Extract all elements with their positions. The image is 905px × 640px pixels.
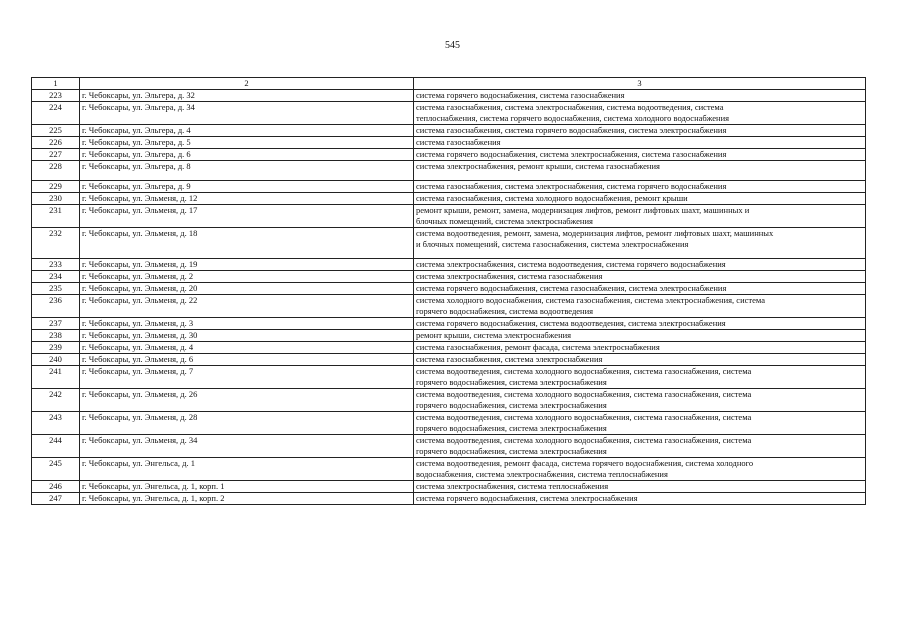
row-number: 224 [32,102,80,125]
row-works [414,90,866,102]
row-works [414,259,866,271]
table-row [32,125,866,137]
row-works-line: водоснабжения, система электроснабжения, система теплоснабжения [416,469,668,479]
row-number: 246 [32,481,80,493]
row-works-line: система горячего водоснабжения, система электроснабжения [416,493,638,503]
row-works [414,295,866,318]
table-row [32,354,866,366]
table-row [32,481,866,493]
table-row [32,137,866,149]
row-works [414,366,866,389]
row-works [414,205,866,228]
row-number: 227 [32,149,80,161]
row-address: г. Чебоксары, ул. Эльменя, д. 6 [80,354,414,366]
row-works-line: горячего водоснабжения, система водоотведения [416,306,594,316]
row-address: г. Чебоксары, ул. Эльгера, д. 8 [80,161,414,181]
row-works-line: система электроснабжения, ремонт крыши, система газоснабжения [416,161,660,171]
row-address: г. Чебоксары, ул. Эльгера, д. 6 [80,149,414,161]
row-address: г. Чебоксары, ул. Энгельса, д. 1, корп. 1 [80,481,414,493]
table-row [32,493,866,505]
row-works [414,181,866,193]
table-row [32,193,866,205]
row-works [414,137,866,149]
table-row [32,435,866,458]
table-row [32,90,866,102]
table-body [32,78,866,505]
row-number: 223 [32,90,80,102]
row-works-line: система газоснабжения, ремонт фасада, система электроснабжения [416,342,660,352]
table-row [32,458,866,481]
row-works-line: теплоснабжения, система горячего водоснабжения, система холодного водоснабжения [416,113,730,123]
table-row [32,318,866,330]
row-works-line: система газоснабжения, система холодного водоснабжения, ремонт крыши [416,193,688,203]
row-works [414,354,866,366]
row-number: 239 [32,342,80,354]
row-number: 247 [32,493,80,505]
row-works-line: горячего водоснабжения, система электроснабжения [416,446,607,456]
table-row [32,149,866,161]
table-row [32,181,866,193]
row-works-line: система водоотведения, система холодного водоснабжения, система газоснабжения, система [416,412,752,422]
row-works [414,228,866,259]
row-works-line: ремонт крыши, ремонт, замена, модернизация лифтов, ремонт лифтовых шахт, машинных и [416,205,750,215]
row-address: г. Чебоксары, ул. Эльменя, д. 19 [80,259,414,271]
row-works [414,283,866,295]
row-works-line: система водоотведения, ремонт, замена, модернизация лифтов, ремонт лифтовых шахт, машинных [416,228,774,238]
table-row [32,412,866,435]
row-number: 231 [32,205,80,228]
table-row [32,271,866,283]
row-works-line: горячего водоснабжения, система электроснабжения [416,423,607,433]
row-address: г. Чебоксары, ул. Энгельса, д. 1 [80,458,414,481]
row-works-line: система газоснабжения, система электроснабжения, система водоотведения, система [416,102,724,112]
row-works-line: система горячего водоснабжения, система газоснабжения, система электроснабжения [416,283,727,293]
row-works [414,458,866,481]
row-address: г. Чебоксары, ул. Эльменя, д. 18 [80,228,414,259]
row-works-line: горячего водоснабжения, система электроснабжения [416,377,607,387]
row-address: г. Чебоксары, ул. Эльменя, д. 34 [80,435,414,458]
row-number: 245 [32,458,80,481]
row-works [414,481,866,493]
row-works [414,389,866,412]
row-address: г. Чебоксары, ул. Эльгера, д. 32 [80,90,414,102]
row-number: 229 [32,181,80,193]
row-works [414,330,866,342]
table-row [32,342,866,354]
row-works [414,193,866,205]
row-address: г. Чебоксары, ул. Эльгера, д. 4 [80,125,414,137]
row-works-line: система электроснабжения, система водоотведения, система горячего водоснабжения [416,259,726,269]
row-number: 244 [32,435,80,458]
row-works-line: система газоснабжения, система электроснабжения, система горячего водоснабжения [416,181,727,191]
row-number: 226 [32,137,80,149]
row-address: г. Чебоксары, ул. Эльменя, д. 22 [80,295,414,318]
row-address: г. Чебоксары, ул. Эльменя, д. 20 [80,283,414,295]
row-address: г. Чебоксары, ул. Эльгера, д. 5 [80,137,414,149]
row-address: г. Чебоксары, ул. Эльменя, д. 30 [80,330,414,342]
row-works [414,271,866,283]
row-number: 243 [32,412,80,435]
row-address: г. Чебоксары, ул. Эльменя, д. 3 [80,318,414,330]
row-number: 232 [32,228,80,259]
row-works [414,412,866,435]
table-row [32,283,866,295]
row-address: г. Чебоксары, ул. Эльменя, д. 28 [80,412,414,435]
row-works-line: система холодного водоснабжения, система газоснабжения, система электроснабжения, система [416,295,765,305]
row-works [414,149,866,161]
buildings-work-table [31,77,866,505]
row-works-line: система газоснабжения [416,137,501,147]
row-number: 234 [32,271,80,283]
row-works [414,435,866,458]
table-row [32,366,866,389]
row-works [414,102,866,125]
row-works-line: система водоотведения, система холодного водоснабжения, система газоснабжения, система [416,389,752,399]
row-number: 236 [32,295,80,318]
row-works-line: система водоотведения, система холодного водоснабжения, система газоснабжения, система [416,435,752,445]
row-number: 242 [32,389,80,412]
table-row [32,389,866,412]
table-row [32,259,866,271]
row-address: г. Чебоксары, ул. Эльменя, д. 2 [80,271,414,283]
row-works-line: система газоснабжения, система горячего водоснабжения, система электроснабжения [416,125,727,135]
column-header-address: 2 [80,78,414,90]
row-number: 228 [32,161,80,181]
row-number: 238 [32,330,80,342]
row-number: 240 [32,354,80,366]
row-address: г. Чебоксары, ул. Эльменя, д. 26 [80,389,414,412]
row-address: г. Чебоксары, ул. Эльгера, д. 34 [80,102,414,125]
table-row [32,102,866,125]
row-works [414,161,866,181]
row-works-line: система горячего водоснабжения, система электроснабжения, система газоснабжения [416,149,727,159]
row-number: 235 [32,283,80,295]
row-works-line: система горячего водоснабжения, система водоотведения, система электроснабжения [416,318,726,328]
row-works-line: система водоотведения, система холодного водоснабжения, система газоснабжения, система [416,366,752,376]
table-row [32,205,866,228]
row-works [414,342,866,354]
row-works-line: и блочных помещений, система газоснабжения, система электроснабжения [416,239,689,249]
row-address: г. Чебоксары, ул. Эльменя, д. 12 [80,193,414,205]
row-works-line: блочных помещений, система электроснабжения [416,216,593,226]
table-row [32,161,866,181]
row-works [414,318,866,330]
table-row [32,330,866,342]
row-works-line: система горячего водоснабжения, система газоснабжения [416,90,625,100]
row-number: 237 [32,318,80,330]
page-number: 545 [445,40,460,51]
row-works-line: система электроснабжения, система газоснабжения [416,271,603,281]
row-works-line: ремонт крыши, система электроснабжения [416,330,572,340]
table-row [32,228,866,259]
column-header-number: 1 [32,78,80,90]
row-works [414,493,866,505]
row-address: г. Чебоксары, ул. Эльменя, д. 17 [80,205,414,228]
row-works-line: система газоснабжения, система электроснабжения [416,354,603,364]
row-number: 225 [32,125,80,137]
table-row [32,295,866,318]
row-number: 230 [32,193,80,205]
column-header-works: 3 [414,78,866,90]
row-works-line: система электроснабжения, система теплоснабжения [416,481,609,491]
row-number: 233 [32,259,80,271]
row-works-line: система водоотведения, ремонт фасада, система горячего водоснабжения, система холодного [416,458,754,468]
table-header-row [32,78,866,90]
row-address: г. Чебоксары, ул. Энгельса, д. 1, корп. 2 [80,493,414,505]
row-address: г. Чебоксары, ул. Эльменя, д. 7 [80,366,414,389]
row-address: г. Чебоксары, ул. Эльгера, д. 9 [80,181,414,193]
row-number: 241 [32,366,80,389]
row-works-line: горячего водоснабжения, система электроснабжения [416,400,607,410]
row-works [414,125,866,137]
row-address: г. Чебоксары, ул. Эльменя, д. 4 [80,342,414,354]
